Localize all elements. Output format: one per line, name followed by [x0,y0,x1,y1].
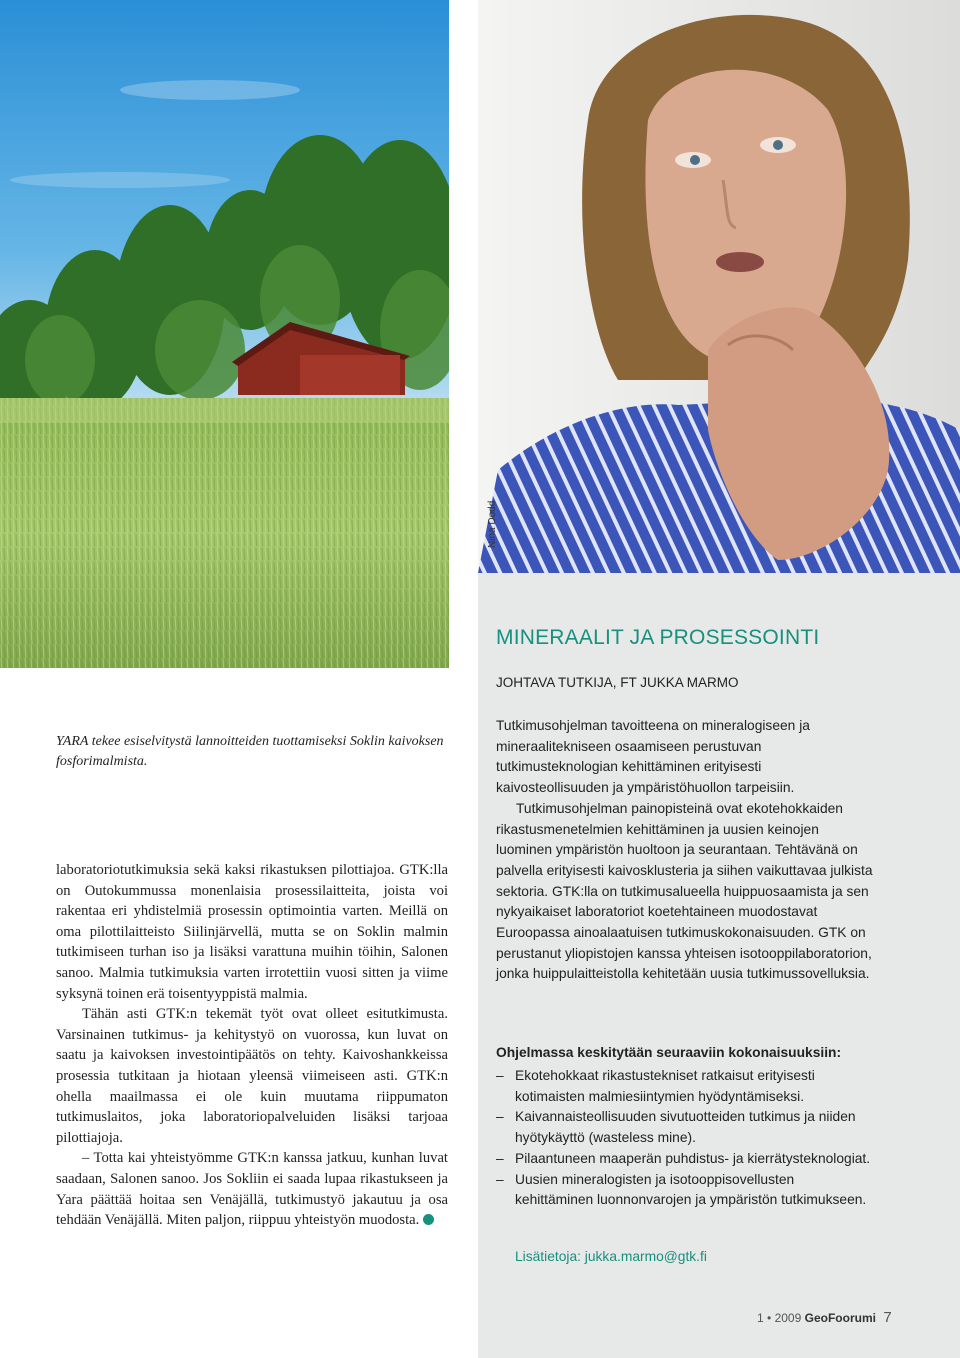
article-paragraph [56,1148,448,1230]
portrait-photo [478,0,960,573]
section-title: MINERAALIT JA PROSESSOINTI [496,626,820,649]
bullet-separator-icon: • [767,1311,772,1325]
focus-list [496,1066,876,1211]
end-mark-icon [423,1214,434,1225]
field-photo [0,0,449,668]
contact-link[interactable]: Lisätietoja: jukka.marmo@gtk.fi [515,1249,707,1264]
page-number: 7 [883,1309,892,1326]
issue-number: 1 [757,1311,764,1325]
focus-heading: Ohjelmassa keskitytään seuraaviin kokonaisuuksiin: [496,1045,842,1060]
section-body [496,716,876,985]
focus-list-item: – Uusien mineralogisten ja isotooppisovellusten kehittäminen luonnonvarojen ja ympäristön tutkimukseen. [496,1170,876,1211]
article-body [56,860,448,1231]
page-footer [757,1309,892,1326]
focus-list-item: – Pilaantuneen maaperän puhdistus- ja kierrätysteknologiat. [496,1149,876,1170]
photo-credit [487,490,501,550]
article-paragraph-text: – Totta kai yhteistyömme GTK:n kanssa jatkuu, kunhan luvat saadaan, Salonen sanoo. Jos Sokliin ei saada lupaa rikastukseen ja Yara päättää hoitaa sen Venäjällä, tutkimustyö jakautuu ja osa tehdään Venäjällä. Miten paljon, riippuu yhteistyön muodosta. [56,1150,448,1229]
article-paragraph: Tähän asti GTK:n tekemät työt ovat olleet esitutkimusta. Varsinainen tutkimus- ja kehitystyö on vuorossa, kun luvat on saatu ja kaivoksen investointipäätös on tehty. Kaivoshankkeissa prosessia tutkitaan ja hiotaan yleensä viimeiseen asti. GTK:n ohella maailmassa ei ole kuin muutama riippumaton tutkimuslaitos, joka laboratoriopalveluiden lisäksi tarjoaa pilottiajoja. [56,1006,448,1146]
focus-list-item: – Ekotehokkaat rikastustekniset ratkaisut erityisesti kotimaisten malmiesiintymien hyödyntämiseksi. [496,1066,876,1107]
photo-credit-text: Nina Dodd [487,500,498,548]
photo-caption: YARA tekee esiselvitystä lannoitteiden tuottamiseksi Soklin kaivoksen fosforimalmista. [56,734,444,769]
section-paragraph: Tutkimusohjelman painopisteinä ovat ekotehokkaiden rikastusmenetelmien kehittäminen ja uusien keinojen luominen ympäristön huoltoon ja seurantaan. Tehtävänä on palvella erityisesti kaivosklusteria ja siihen vaikuttavaa julkista sektoria. GTK:lla on tutkimusalueella huippuosaamista ja sen nykyaikaiset laboratoriot koetehtaineen muodostavat Euroopassa ainoalaatuisen tutkimuskokonaisuuden. GTK on perustanut yliopistojen kanssa yhteisen isotooppilaboratorion, jonka huippulaitteistolla kehitetään uusia tutkimussovelluksia. [496,800,873,982]
focus-list-item: – Kaivannaisteollisuuden sivutuotteiden tutkimus ja niiden hyötykäyttö (wasteless mine). [496,1107,876,1148]
article-paragraph: laboratoriotutkimuksia sekä kaksi rikastuksen pilottiajoa. GTK:lla on Outokummussa monenlaisia prosessilaitteita, joista voi rakentaa eri yhdistelmiä prosessin optimointia varten. Meillä on oma pilottilaitteisto Siilinjärvellä, mutta se on Soklin malmin tutkimiseen turhan iso ja lisäksi varattuna muihin töihin, Salonen sanoo. Malmia tutkimuksia varten irrotettiin vuosi sitten ja viime syksynä toinen erä toisentyyppistä malmia. [56,862,448,1002]
magazine-name: GeoFoorumi [804,1311,876,1325]
issue-year: 2009 [774,1311,802,1325]
section-paragraph: Tutkimusohjelman tavoitteena on mineralogiseen ja mineraalitekniseen osaamiseen perustuvan tutkimusteknologian kehittäminen erityisesti kaivosteollisuuden ja ympäristöhuollon tarpeisiin. [496,718,810,796]
section-author: JOHTAVA TUTKIJA, FT JUKKA MARMO [496,675,739,690]
